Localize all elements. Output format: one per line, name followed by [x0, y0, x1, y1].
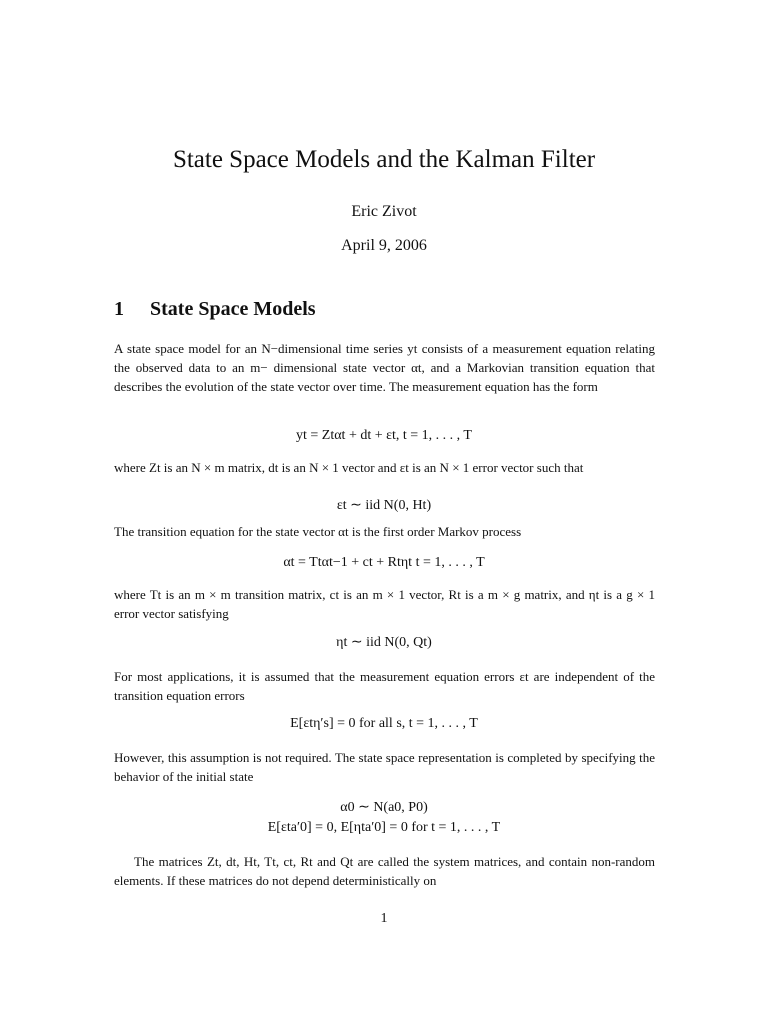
section-heading: [114, 298, 316, 321]
paragraph-transition-defs: where Tt is an m × m transition matrix, ct is an m × 1 vector, Rt is a m × g matrix, and ηt is a g × 1 error vector satisfying: [114, 587, 655, 621]
equation-independence: E[εtη′s] = 0 for all s, t = 1, . . . , T: [290, 716, 478, 731]
paragraph-system-matrices: The matrices Zt, dt, Ht, Tt, ct, Rt and Qt are called the system matrices, and contain non-random elements. If these matrices do not depend deterministically on: [114, 854, 655, 888]
equation-measurement: yt = Ztαt + dt + εt, t = 1, . . . , T: [296, 428, 472, 443]
document-author: Eric Zivot: [351, 203, 417, 220]
equation-initial-state: α0 ∼ N(a0, P0): [340, 800, 428, 815]
equation-eta-distribution: ηt ∼ iid N(0, Qt): [336, 635, 432, 650]
paragraph-initial-state: However, this assumption is not required. The state space representation is completed by specifying the behavior of the initial state: [114, 750, 655, 784]
section-number: 1: [114, 298, 124, 320]
equation-initial-independence: E[εta′0] = 0, E[ηta′0] = 0 for t = 1, . . . , T: [267, 820, 501, 835]
document-date: April 9, 2006: [341, 237, 427, 254]
section-title: State Space Models: [150, 298, 316, 320]
paragraph-measurement-defs: where Zt is an N × m matrix, dt is an N × 1 vector and εt is an N × 1 error vector such that: [114, 460, 584, 475]
paragraph-intro: A state space model for an N−dimensional time series yt consists of a measurement equation relating the observed data to an m− dimensional state vector αt, and a Markovian transition equation that describes the evolution of the state vector over time. The measurement equation has the form: [114, 341, 655, 394]
paragraph-independence: For most applications, it is assumed that the measurement equation errors εt are independent of the transition equation errors: [114, 669, 655, 703]
equation-epsilon-distribution: εt ∼ iid N(0, Ht): [336, 498, 432, 513]
paragraph-transition-intro: The transition equation for the state vector αt is the first order Markov process: [114, 524, 522, 539]
equation-transition: αt = Ttαt−1 + ct + Rtηt t = 1, . . . , T: [283, 555, 485, 570]
page-number: 1: [380, 911, 388, 926]
document-title: State Space Models and the Kalman Filter: [172, 146, 596, 173]
